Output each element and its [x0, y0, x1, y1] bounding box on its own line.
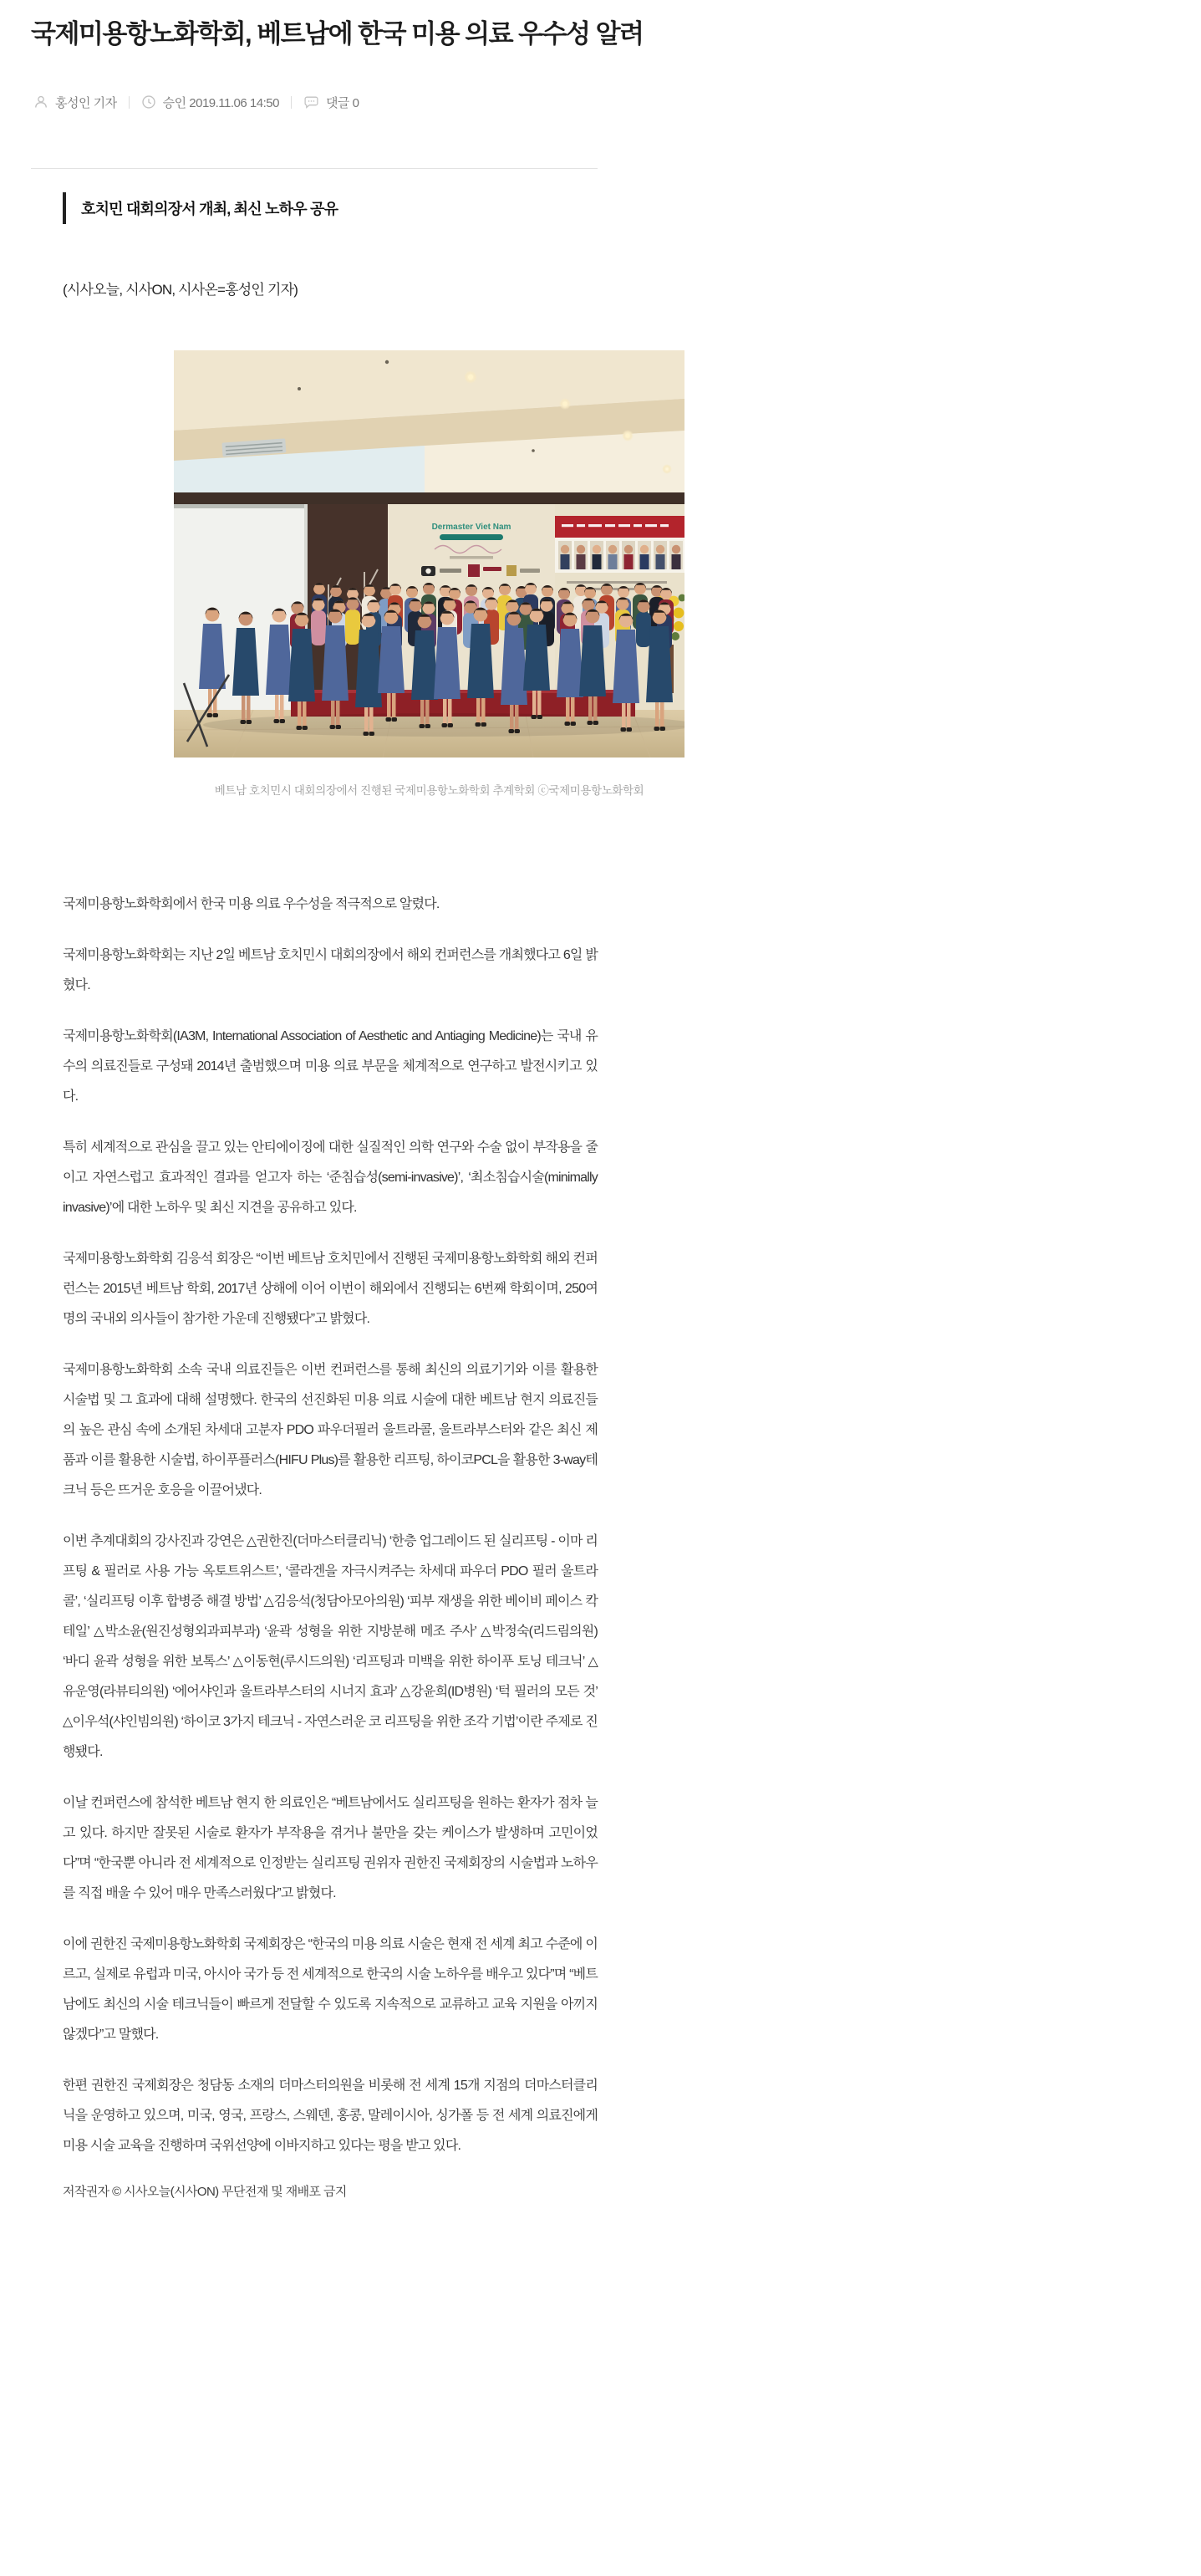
photo-caption: 베트남 호치민시 대회의장에서 진행된 국제미용항노화학회 추계학회 ⓒ국제미용항노화학회 [214, 783, 644, 797]
header-divider [31, 168, 598, 169]
byline-date [141, 94, 279, 111]
article-paragraph: 국제미용항노화학회(IA3M, International Association of Aesthetic and Antiaging Medicine)는 국내 유수의 의료진들로 구성돼 2014년 출범했으며 미용 의료 부문을 체계적으로 연구하고 발전시키고 있다. [63, 1028, 598, 1104]
comment-count[interactable]: 댓글 0 [325, 95, 359, 110]
article-subheading [63, 192, 598, 224]
article-paragraph: 이에 권한진 국제미용항노화학회 국제회장은 “한국의 미용 의료 시술은 현재 전 세계 최고 수준에 이르고, 실제로 유럽과 미국, 아시아 국가 등 전 세계적으로 한국의 시술 노하우를 배우고 있다”며 “베트남에도 최신의 시술 테크닉들이 빠르게 전달할 수 있도록 지속적으로 교류하고 교육 지원을 아끼지 않겠다”고 말했다. [63, 1936, 598, 2042]
press-credit-line: (시사오늘, 시사ON, 시사온=홍성인 기자) [63, 281, 298, 298]
byline-divider [129, 96, 130, 109]
article-paragraph: 국제미용항노화학회는 지난 2일 베트남 호치민시 대회의장에서 해외 컨퍼런스를 개최했다고 6일 밝혔다. [63, 947, 598, 992]
article-paragraph: 국제미용항노화학회 소속 국내 의료진들은 이번 컨퍼런스를 통해 최신의 의료기기와 이를 활용한 시술법 및 그 효과에 대해 설명했다. 한국의 선진화된 미용 의료 시술에 대한 베트남 현지 의료진들의 높은 관심 속에 소개된 차세대 고분자 PDO 파우더필러 울트라콜, 울트라부스터와 같은 최신 제품과 이를 활용한 시술법, 하이푸플러스(HIFU Plus)를 활용한 리프팅, 하이코PCL을 활용한 3-way테크닉 등은 뜨거운 호응을 이끌어냈다. [63, 1362, 598, 1497]
byline-divider [291, 96, 292, 109]
clock-icon [141, 94, 156, 110]
article-title: 국제미용항노화학회, 베트남에 한국 미용 의료 우수성 알려 [31, 19, 644, 48]
article-body [63, 192, 644, 2200]
subheading-accent-bar [63, 192, 66, 224]
article-paragraph: 한편 권한진 국제회장은 청담동 소재의 더마스터의원을 비롯해 전 세계 15개 지점의 더마스터클리닉을 운영하고 있으며, 미국, 영국, 프랑스, 스웨덴, 홍콩, 말레이시아, 싱가폴 등 전 세계 의료진에게 미용 시술 교육을 진행하며 국위선양에 이바지하고 있다는 평을 받고 있다. [63, 2078, 598, 2153]
author-name[interactable]: 홍성인 기자 [55, 95, 117, 110]
comment-icon [303, 94, 319, 110]
byline-author [33, 94, 117, 111]
article-paragraph: 국제미용항노화학회에서 한국 미용 의료 우수성을 적극적으로 알렸다. [63, 896, 440, 911]
byline [33, 94, 1201, 111]
approved-date: 승인 2019.11.06 14:50 [162, 95, 279, 110]
byline-comments [303, 94, 359, 111]
copyright-notice: 저작권자 © 시사오늘(시사ON) 무단전재 및 재배포 금지 [63, 2184, 347, 2199]
article-paragraphs [63, 890, 598, 2161]
article-paragraph: 특히 세계적으로 관심을 끌고 있는 안티에이징에 대한 실질적인 의학 연구와 수술 없이 부작용을 줄이고 자연스럽고 효과적인 결과를 얻고자 하는 ‘준침습성(semi-invasive)’, ‘최소침습시술(minimally invasive)’에 대한 노하우 및 최신 지견을 공유하고 있다. [63, 1140, 598, 1215]
article-photo-figure [174, 350, 684, 799]
article-paragraph: 이날 컨퍼런스에 참석한 베트남 현지 한 의료인은 “베트남에서도 실리프팅을 원하는 환자가 점차 늘고 있다. 하지만 잘못된 시술로 환자가 부작용을 겪거나 불만을 갖는 케이스가 발생하며 고민이었다”며 “한국뿐 아니라 전 세계적으로 인정받는 실리프팅 권위자 권한진 국제회장의 시술법과 노하우를 직접 배울 수 있어 매우 만족스러웠다”고 밝혔다. [63, 1795, 598, 1900]
subheading-text: 호치민 대회의장서 개최, 최신 노하우 공유 [81, 200, 338, 217]
article-paragraph: 이번 추계대회의 강사진과 강연은 △권한진(더마스터클리닉) ‘한층 업그레이드 된 실리프팅 - 이마 리프팅 & 필러로 사용 가능 옥토트위스트’, ‘콜라겐을 자극시켜주는 차세대 파우더 PDO 필러 울트라콜’, ‘실리프팅 이후 합병증 해결 방법’ △김응석(청담아모아의원) ‘피부 재생을 위한 베이비 페이스 칵테일’ △박소윤(원진성형외과피부과) ‘윤곽 성형을 위한 지방분해 메조 주사’ △박정숙(리드림의원) ‘바디 윤곽 성형을 위한 보톡스’ △이동현(루시드의원) ‘리프팅과 미백을 위한 하이푸 토닝 테크닉’ △유운영(라뷰티의원) ‘에어샤인과 울트라부스터의 시너지 효과’ △강윤희(ID병원) ‘턱 필러의 모든 것’ △이우석(샤인빔의원) ‘하이코 3가지 테크닉 - 자연스러운 코 리프팅을 위한 조각 기법’이란 주제로 진행됐다. [63, 1533, 598, 1759]
backdrop-brand-text: Dermaster Viet Nam [431, 522, 511, 532]
article-paragraph: 국제미용항노화학회 김응석 회장은 “이번 베트남 호치민에서 진행된 국제미용항노화학회 해외 컨퍼런스는 2015년 베트남 학회, 2017년 상해에 이어 이번이 해외에서 진행되는 6번째 학회이며, 250여 명의 국내외 의사들이 참가한 가운데 진행됐다”고 밝혔다. [63, 1251, 598, 1326]
conference-photo [174, 350, 684, 757]
photo-ceiling [174, 350, 684, 502]
person-icon [33, 94, 48, 110]
